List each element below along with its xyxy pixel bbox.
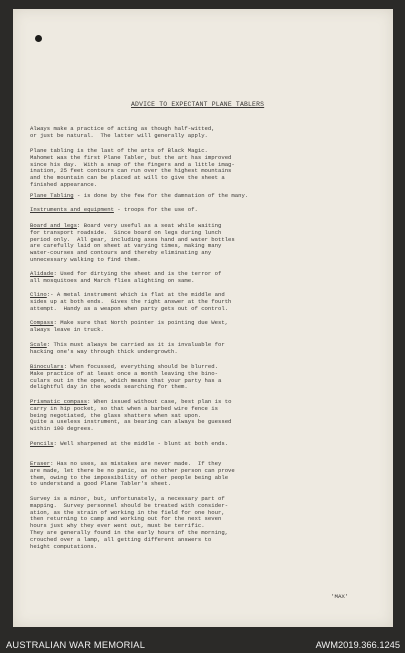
term-label: Board and legs bbox=[30, 222, 77, 229]
institution-name: AUSTRALIAN WAR MEMORIAL bbox=[6, 640, 146, 650]
paragraph-alidade: Alidade: Used for dirtying the sheet and is the terror of all mosquitoes and March flies alighting on same. bbox=[30, 270, 222, 284]
paragraph-intro: Always make a practice of acting as though half-witted, or just be natural. The latter will generally apply. bbox=[30, 125, 215, 139]
paragraph-plane-tabling: Plane Tabling - is done by the few for the damnation of the many. bbox=[30, 192, 249, 199]
paragraph-scale: Scale: This must always be carried as it is invaluable for hacking one's way through thick undergrowth. bbox=[30, 341, 225, 355]
document-title: ADVICE TO EXPECTANT PLANE TABLERS bbox=[131, 101, 265, 108]
term-label: Instruments and equipment bbox=[30, 206, 114, 213]
paragraph-eraser: Eraser: Has no uses, as mistakes are never made. If they are made, let there be no panic, as no other person can prove them, owing to the impossibility of other people being able to understand a good Plane Tabler's sheet. bbox=[30, 460, 235, 488]
paragraph-survey: Survey is a minor, but, unfortunately, a necessary part of mapping. Survey personnel should be treated with consider- ation, as the strain of working in the field for one hour, then returning to camp and working out for the next seven hours just why they ever went out, must be terrific. They are generally found in the early hours of the morning, crouched over a lamp, all getting different answers to height computations. bbox=[30, 495, 229, 550]
archive-footer bbox=[0, 631, 405, 653]
term-label: Plane Tabling bbox=[30, 192, 74, 199]
document-body bbox=[13, 9, 393, 627]
term-label: Scale bbox=[30, 341, 47, 348]
term-label: Alidade bbox=[30, 270, 54, 277]
paragraph-black-magic: Plane tabling is the last of the arts of Black Magic. Mahomet was the first Plane Tabler, but the art has improved since his day. With a snap of the fingers and a little imag- ination, 25 feet contours can run over the highest mountains and the mountain can be placed at will to give the sheet a finished appearance. bbox=[30, 147, 235, 188]
paragraph-prismatic-compass: Prismatic compass: When issued without case, best plan is to carry in hip pocket, so that when a barbed wire fence is being negotiated, the glass shatters when sat upon. Quite a useless instrument, as bearing can always be guessed within 100 degrees. bbox=[30, 398, 232, 433]
paragraph-instruments: Instruments and equipment - troops for the use of. bbox=[30, 206, 198, 213]
accession-number: AWM2019.366.1245 bbox=[315, 640, 400, 650]
paragraph-pencils: Pencils: Well sharpened at the middle - blunt at both ends. bbox=[30, 440, 229, 447]
term-label: Prismatic compass bbox=[30, 398, 88, 405]
term-label: Clino bbox=[30, 291, 47, 298]
paragraph-board-and-legs: Board and legs: Board very useful as a seat while waiting for transport roadside. Since board on legs during lunch period only. All gear, including axes hand and water bottles are carefully laid on sheet at varying times, making many water-courses and contours and thereby eliminating any unnecessary walking to find them. bbox=[30, 222, 235, 263]
paragraph-clino: Clino:- A metal instrument which is flat at the middle and sides up at both ends. Gives the right answer at the fourth attempt. Handy as a weapon when party gets out of control. bbox=[30, 291, 232, 312]
term-label: Eraser bbox=[30, 460, 51, 467]
document-sheet bbox=[13, 9, 393, 627]
paragraph-binoculars: Binoculars: When focussed, everything should be blurred. Make practice of at least once a month leaving the bino- culars out in the open, which means that your party has a delightful day in the woods searching for them. bbox=[30, 363, 222, 391]
term-label: Pencils bbox=[30, 440, 54, 447]
signature: 'MAX' bbox=[331, 593, 349, 600]
paragraph-compass: Compass: Make sure that North pointer is pointing due West, always leave in truck. bbox=[30, 319, 229, 333]
term-label: Compass bbox=[30, 319, 54, 326]
term-label: Binoculars bbox=[30, 363, 64, 370]
